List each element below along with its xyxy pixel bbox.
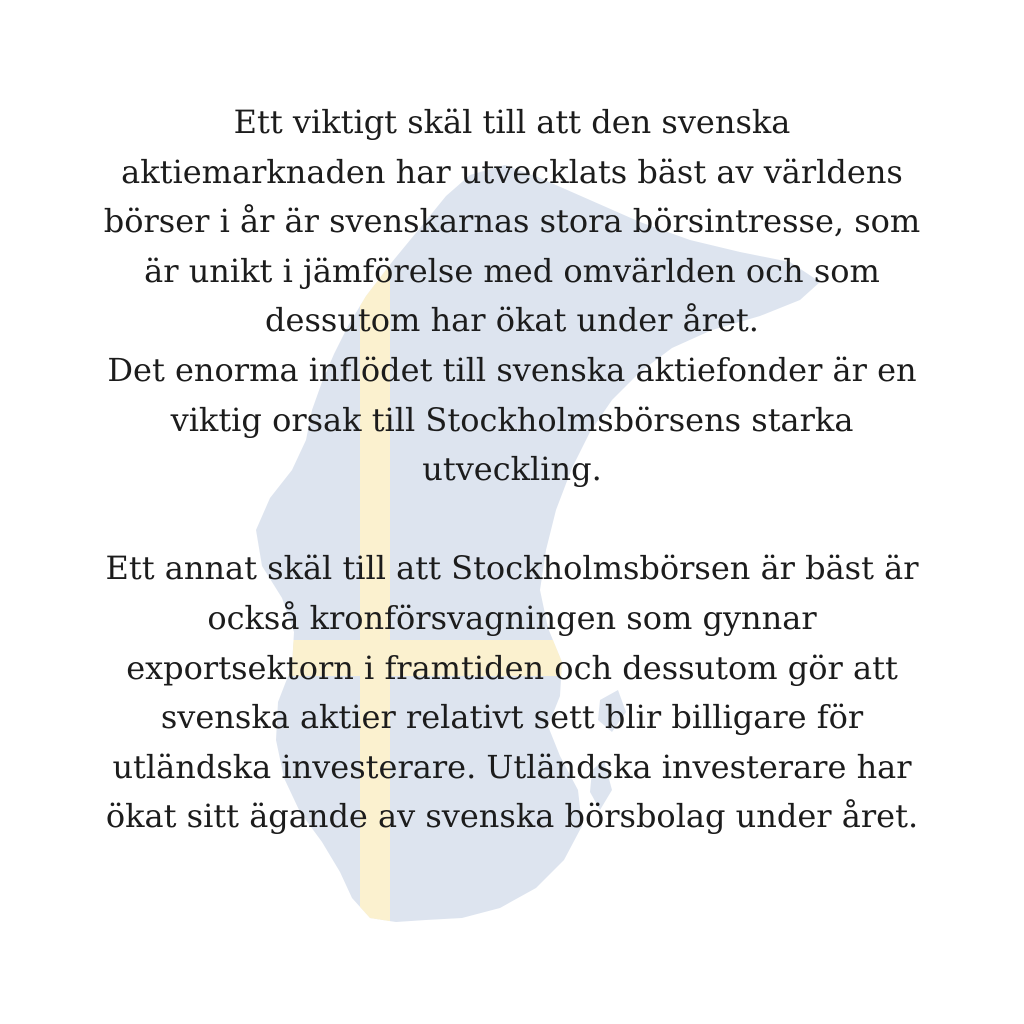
paragraph-1: Ett viktigt skäl till att den svenska aktiemarknaden har utvecklats bäst av världens börser i år är svenskarnas stora börsintresse, som är unikt i jämförelse med omvärlden och som dessutom har ökat under året. bbox=[103, 103, 921, 340]
article-text bbox=[100, 98, 924, 842]
paragraph-2: Det enorma inflödet till svenska aktiefonder är en viktig orsak till Stockholmsbörsens starka utveckling. bbox=[107, 350, 917, 489]
paragraph-spacer bbox=[100, 495, 924, 545]
paragraph-3: Ett annat skäl till att Stockholmsbörsen är bäst är också kronförsvagningen som gynnar exportsektorn i framtiden och dessutom gör att svenska aktier relativt sett blir billigare för utländska investerare. Utländska investerare har ökat sitt ägande av svenska börsbolag under året. bbox=[105, 549, 919, 836]
